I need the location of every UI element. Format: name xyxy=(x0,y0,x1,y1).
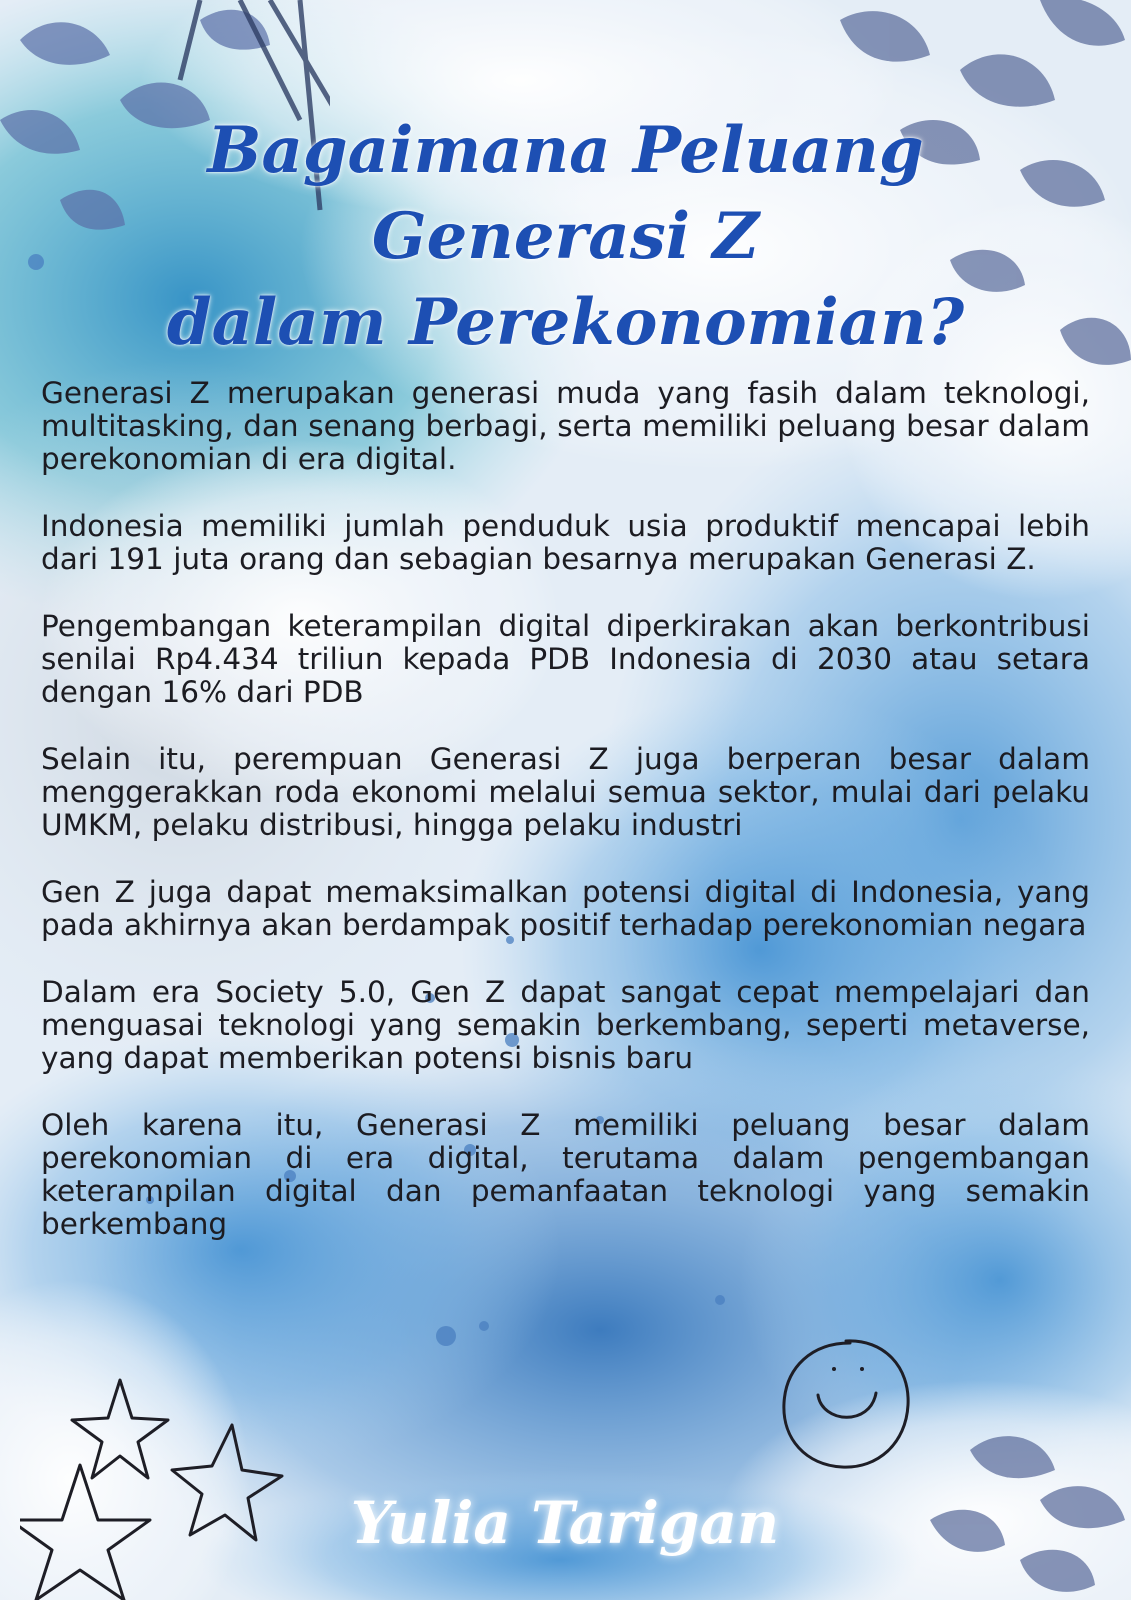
paragraph: Indonesia memiliki jumlah penduduk usia produktif mencapai lebih dari 191 juta orang dan sebagian besarnya merupakan Generasi Z. xyxy=(41,509,1090,576)
star-icon xyxy=(20,1465,150,1600)
page-title xyxy=(40,108,1091,366)
leaf-icon xyxy=(20,22,110,65)
leaf-icon xyxy=(930,1510,1005,1552)
paragraph: Pengembangan keterampilan digital diperkirakan akan berkontribusi senilai Rp4.434 triliun kepada PDB Indonesia di 2030 atau setara dengan 16% dari PDB xyxy=(41,609,1090,709)
leaf-icon xyxy=(1020,1550,1095,1592)
title-line-1: Bagaimana Peluang Generasi Z xyxy=(207,113,924,274)
stars-doodle xyxy=(20,1370,290,1600)
paragraph: Dalam era Society 5.0, Gen Z dapat sangat cepat mempelajari dan menguasai teknologi yang semakin berkembang, seperti metaverse, yang dapat memberikan potensi bisnis baru xyxy=(41,975,1090,1075)
body-text xyxy=(41,377,1090,1275)
leaf-icon xyxy=(1040,1486,1125,1528)
leaf-icon xyxy=(1040,0,1125,46)
leaves-bottom-right xyxy=(890,1420,1131,1600)
paragraph: Generasi Z merupakan generasi muda yang fasih dalam teknologi, multitasking, dan senang berbagi, serta memiliki peluang besar dalam perekonomian di era digital. xyxy=(41,376,1090,476)
leaf-icon xyxy=(840,11,930,61)
leaf-icon xyxy=(970,1436,1055,1478)
paragraph: Oleh karena itu, Generasi Z memiliki peluang besar dalam perekonomian di era digital, terutama dalam pengembangan keterampilan digital dan pemanfaatan teknologi yang semakin berkembang xyxy=(41,1108,1090,1241)
author-signature: Yulia Tarigan xyxy=(350,1489,780,1557)
paragraph: Selain itu, perempuan Generasi Z juga berperan besar dalam menggerakkan roda ekonomi melalui semua sektor, mulai dari pelaku UMKM, pelaku distribusi, hingga pelaku industri xyxy=(41,742,1090,842)
paragraph: Gen Z juga dapat memaksimalkan potensi digital di Indonesia, yang pada akhirnya akan berdampak positif terhadap perekonomian negara xyxy=(41,875,1090,942)
title-line-2: dalam Perekonomian? xyxy=(166,285,965,360)
smiley-face-icon xyxy=(776,1335,916,1475)
star-icon xyxy=(172,1425,282,1540)
star-icon xyxy=(72,1380,168,1478)
leaf-icon xyxy=(960,54,1055,106)
